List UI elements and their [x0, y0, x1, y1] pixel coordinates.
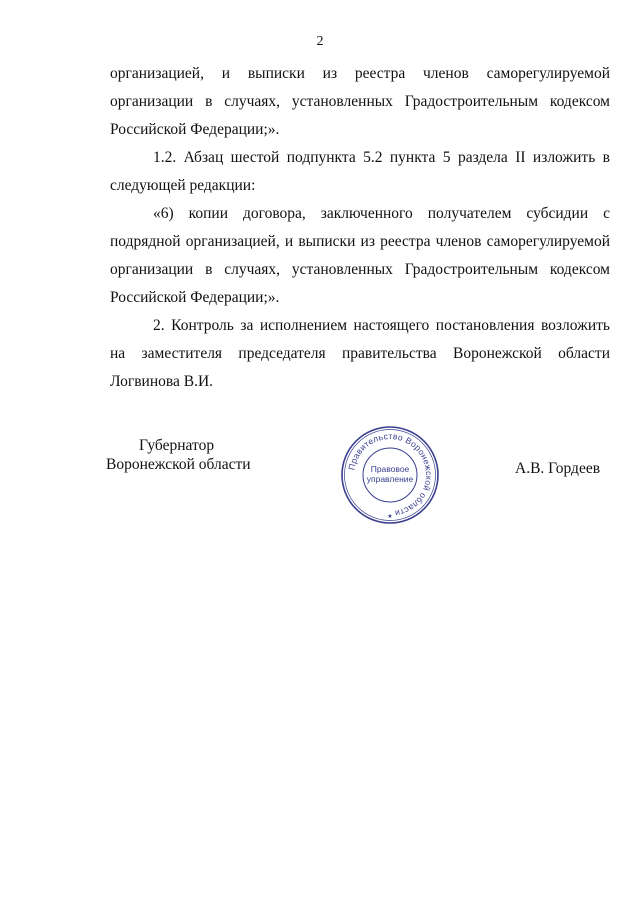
stamp-star-icon: ★ [387, 514, 393, 520]
stamp-ring-text: Правительство Воронежской области [346, 430, 435, 519]
document-body [110, 60, 610, 396]
stamp-center-line2: управление [366, 474, 414, 484]
stamp-center-line1: Правовое [370, 464, 410, 474]
signature-title-line1: Губернатор [139, 437, 215, 454]
signatory-name: А.В. Гордеев [515, 460, 601, 477]
page-number: 2 [316, 34, 324, 49]
paragraph-quote: «6) копии договора, заключенного получателем субсидии с подрядной организацией, и выписки из реестра членов саморегулируемой организации в случаях, установленных Градостроительным кодексом Российской Федерации;». [110, 205, 610, 306]
paragraph-item-2: 2. Контроль за исполнением настоящего постановления возложить на заместителя председателя правительства Воронежской области Логвинова В.И. [110, 317, 610, 390]
signature-title-line2: Воронежской области [106, 456, 251, 473]
paragraph-continuation: организацией, и выписки из реестра членов саморегулируемой организации в случаях, установленных Градостроительным кодексом Российской Федерации;». [110, 65, 610, 138]
legal-department-stamp [340, 425, 440, 525]
paragraph-item-1-2: 1.2. Абзац шестой подпункта 5.2 пункта 5 раздела II изложить в следующей редакции: [110, 149, 610, 194]
signature-title [106, 436, 251, 474]
